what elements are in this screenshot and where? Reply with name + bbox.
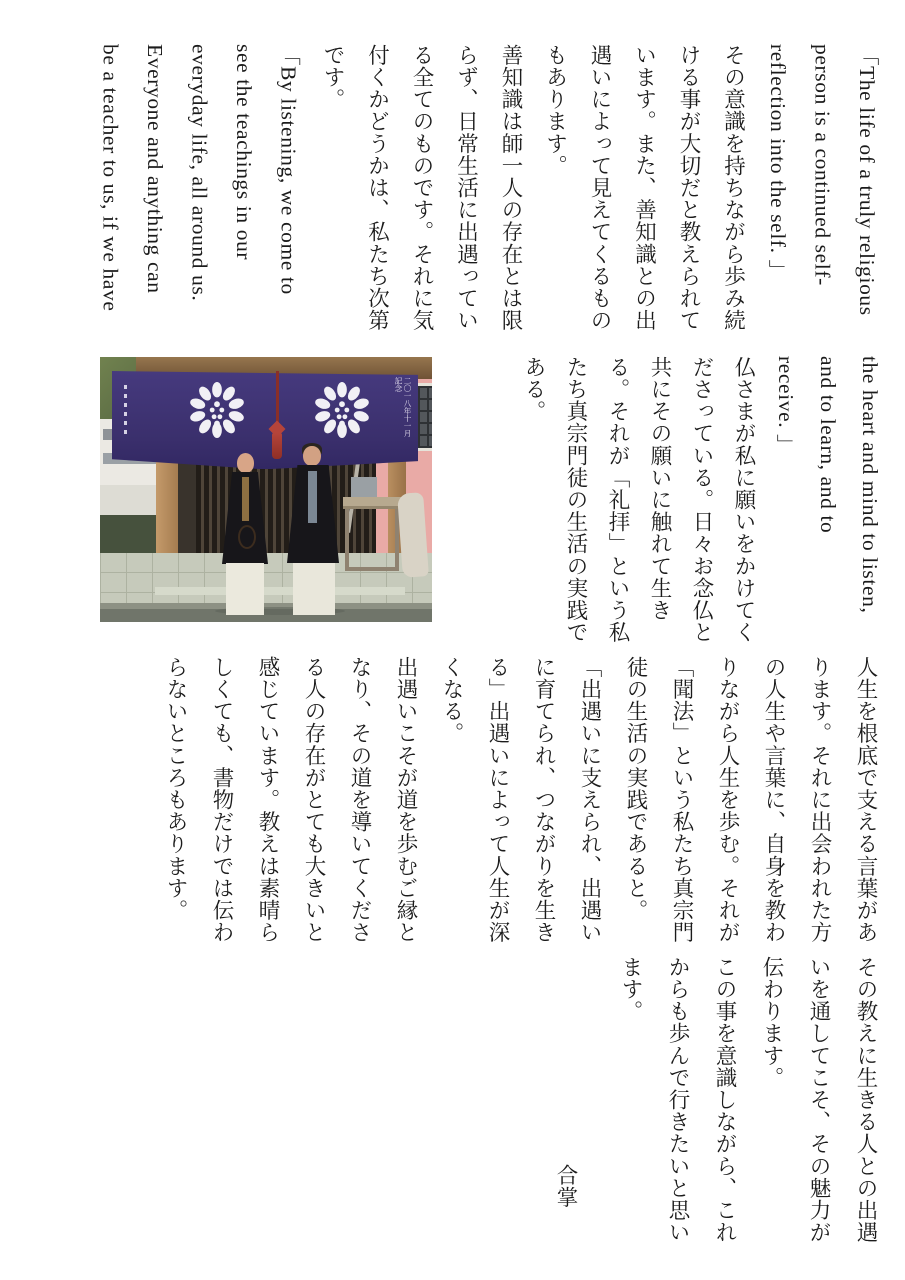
text-column: その意識を持ちながら歩み続 [721, 44, 746, 332]
text-column: りながら人生を歩む。それが [716, 656, 740, 944]
monk-right-kesa-strap [308, 471, 317, 523]
text-column: る全てのものです。それに気 [410, 44, 434, 332]
monk-left-juzu-beads [238, 525, 256, 549]
banner-caption [394, 377, 412, 457]
text-column: 出遇いこそが道を歩むご縁と [394, 656, 418, 944]
text-column: 「出遇いに支えられ、出遇い [578, 656, 602, 944]
text-column: 伝わります。 [760, 956, 784, 1089]
text-column: らず、日常生活に出遇ってい [454, 44, 479, 332]
text-column: たち真宗門徒の生活の実践で [564, 356, 588, 644]
text-column: る人の存在がとても大きいと [302, 656, 326, 944]
text-column: 「The life of a truly religious [855, 44, 879, 316]
text-block-bottom [153, 656, 889, 948]
tassel-fringe [272, 433, 282, 459]
text-block-closing [607, 956, 889, 1252]
banner-left-text [124, 385, 127, 437]
text-column: もあります。 [543, 44, 568, 177]
entrance-step [155, 587, 405, 595]
text-column: に育てられ、つながりを生き [532, 656, 556, 944]
text-column: receive. 」 [774, 356, 798, 457]
text-column: らないところもあります。 [164, 656, 188, 922]
temple-crest-icon [188, 381, 246, 439]
wooden-bench [343, 489, 401, 573]
text-column: 「聞法」という私たち真宗門 [670, 656, 694, 944]
text-column: なり、その道を導いてくださ [348, 656, 372, 944]
text-column: からも歩んで行きたいと思い [666, 956, 690, 1244]
text-column: the heart and mind to listen, [858, 356, 882, 614]
bench-object [351, 477, 377, 499]
text-column: る」出遇いによって人生が深 [486, 656, 510, 944]
text-block-top [88, 44, 889, 346]
text-column: reflection into the self. 」 [766, 44, 790, 282]
temple-photo [100, 357, 432, 622]
text-column: 「By listening, we come to [276, 44, 301, 295]
monk-left-head [237, 453, 254, 473]
monk-right-white-robe [293, 563, 335, 615]
text-column: 善知識は師一人の存在とは限 [499, 44, 523, 332]
text-column: 仏さまが私に願いをかけてく [732, 356, 756, 644]
text-column: その教えに生きる人との出遇 [854, 956, 878, 1244]
bench-top [343, 497, 401, 509]
text-column: Everyone and anything can [143, 44, 167, 294]
text-column: be a teacher to us, if we have [98, 44, 123, 312]
text-column: 記念 [394, 377, 403, 392]
text-column: 遇いによって見えてくるもの [588, 44, 612, 332]
text-column: くなる。 [440, 656, 464, 745]
text-column: 付くかどうかは、私たち次第 [365, 44, 390, 332]
closing-gassho [554, 1164, 578, 1254]
gassho-text: 合掌 [554, 1164, 578, 1209]
text-column: 二〇一八年十一月 [403, 377, 412, 437]
text-block-middle [513, 356, 891, 654]
text-column: います。また、善知識との出 [632, 44, 657, 332]
text-column: ださっている。日々お念仏と [690, 356, 714, 644]
text-column: しくても、書物だけでは伝わ [210, 656, 234, 944]
text-column: 徒の生活の実践であると。 [624, 656, 648, 922]
text-column: see the teachings in our [232, 44, 256, 261]
text-column: る。それが「礼拝」という私 [606, 356, 630, 644]
text-column: 人生を根底で支える言葉があ [854, 656, 878, 944]
text-column: です。 [321, 44, 345, 111]
text-column: everyday life, all around us. [187, 44, 212, 302]
monk-right [285, 443, 341, 615]
text-column: ある。 [522, 356, 546, 423]
text-column: の人生や言葉に、自身を教わ [762, 656, 786, 944]
text-column: この事を意識しながら、これ [713, 956, 737, 1244]
temple-crest-icon [313, 381, 371, 439]
tassel-cord [276, 371, 279, 427]
text-column: person is a continued self- [810, 44, 835, 286]
text-column: ける事が大切だと教えられて [677, 44, 701, 332]
background-wall [100, 485, 156, 519]
text-column: 共にその願いに触れて生き [648, 356, 672, 622]
text-column: ます。 [619, 956, 643, 1023]
text-column: いを通してこそ、その魅力が [807, 956, 831, 1244]
monk-left-white-robe [226, 563, 264, 615]
monk-left-wagesa [242, 477, 249, 521]
monk-left [220, 453, 272, 615]
text-column: and to learn, and to [816, 356, 840, 534]
bench-legs [345, 509, 399, 571]
text-column: ります。それに出会われた方 [808, 656, 832, 944]
text-column: 感じています。教えは素晴ら [256, 656, 280, 944]
monk-right-head [303, 446, 321, 466]
